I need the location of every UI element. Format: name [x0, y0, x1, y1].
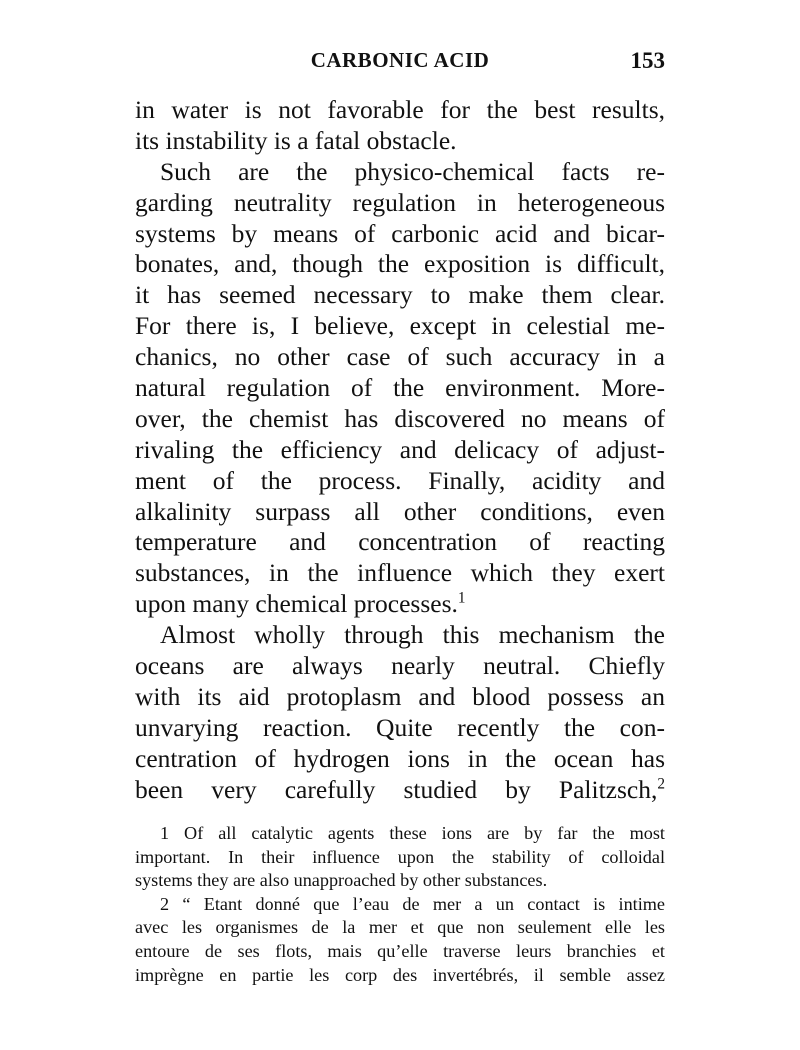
body-line-text: upon many chemical processes. — [135, 589, 458, 619]
body-line: chanics, no other case of such accuracy in a — [135, 342, 665, 372]
footnote-ref-1: 1 — [457, 589, 466, 607]
footnote-line: avec les organismes de la mer et que non seulement elle les — [135, 917, 665, 938]
body-line: unvarying reaction. Quite recently the con- — [135, 712, 665, 742]
footnote-line: imprègne en partie les corp des invertébrés, il semble assez — [135, 964, 665, 985]
body-line: temperature and concentration of reacting — [135, 527, 665, 557]
body-line: ment of the process. Finally, acidity and — [135, 465, 665, 495]
body-line: it has seemed necessary to make them clear. — [135, 280, 665, 310]
body-line: For there is, I believe, except in celestial me- — [135, 311, 665, 341]
footnote-line: entoure de ses flots, mais qu’elle traverse leurs branchies et — [135, 940, 665, 961]
page-header — [135, 48, 665, 80]
body-line: oceans are always nearly neutral. Chiefly — [135, 651, 665, 681]
body-line: garding neutrality regulation in heterogeneous — [135, 187, 665, 217]
body-line: substances, in the influence which they exert — [135, 558, 665, 588]
body-line: with its aid protoplasm and blood possess an — [135, 681, 665, 711]
footnote-line: 1 Of all catalytic agents these ions are by far the most — [160, 823, 665, 843]
body-line: natural regulation of the environment. More- — [135, 373, 665, 403]
footnote-line: 2 “ Etant donné que l’eau de mer a un contact is intime — [160, 893, 665, 914]
body-line: alkalinity surpass all other conditions, even — [135, 496, 665, 526]
running-head: CARBONIC ACID — [310, 48, 490, 72]
body-line: rivaling the efficiency and delicacy of adjust- — [135, 434, 665, 464]
body-line — [135, 589, 665, 620]
body-line — [135, 775, 665, 806]
body-line: bonates, and, though the exposition is difficult, — [135, 249, 665, 279]
footnote-ref-2: 2 — [657, 775, 665, 793]
body-line: Such are the physico-chemical facts re- — [160, 156, 665, 186]
body-line: in water is not favorable for the best results, — [135, 95, 665, 124]
body-line: Almost wholly through this mechanism the — [160, 620, 665, 650]
body-line-text: been very carefully studied by Palitzsch, — [135, 774, 658, 804]
footnotes — [135, 822, 665, 987]
body-line: its instability is a fatal obstacle. — [135, 125, 457, 155]
page-number: 153 — [630, 48, 665, 73]
body-line: centration of hydrogen ions in the ocean has — [135, 743, 665, 773]
body-line: over, the chemist has discovered no means of — [135, 403, 665, 433]
body-text — [135, 95, 665, 805]
body-line: systems by means of carbonic acid and bicar- — [135, 218, 665, 248]
footnote-line: systems they are also unapproached by other substances. — [135, 870, 548, 891]
footnote-line: important. In their influence upon the stability of colloidal — [135, 846, 665, 867]
